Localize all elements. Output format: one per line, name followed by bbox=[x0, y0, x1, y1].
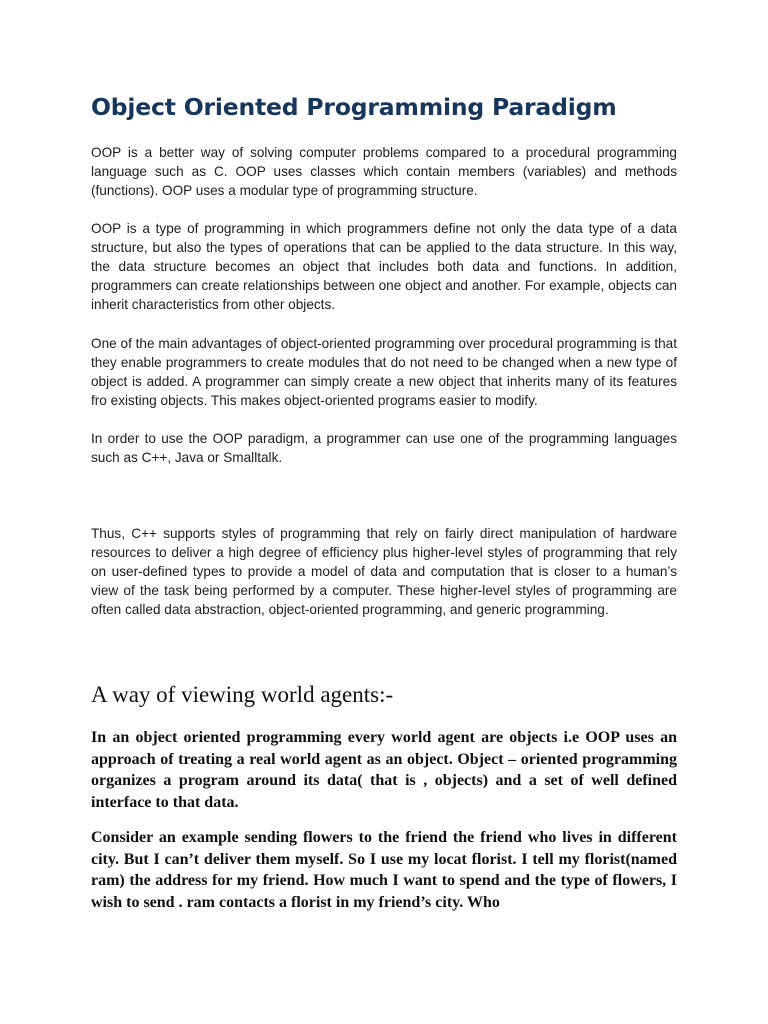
paragraph-oop-advantages: One of the main advantages of object-oriented programming over procedural programming is that they enable programmers to create modules that do not need to be changed when a new type of object is added. A programmer can simply create a new object that inherits many of its features fro existing objects. This makes object-oriented programs easier to modify. bbox=[91, 336, 677, 408]
document-title: Object Oriented Programming Paradigm bbox=[91, 93, 617, 121]
paragraph-world-agents: In an object oriented programming every world agent are objects i.e OOP uses an approach of treating a real world agent as an object. Object – oriented programming organizes a program around its data( that is , objects) and a set of well defined interface to that data. bbox=[91, 729, 677, 811]
paragraph-oop-intro: OOP is a better way of solving computer problems compared to a procedural programming language such as C. OOP uses classes which contain members (variables) and methods (functions). OOP uses a modular type of programming structure. bbox=[91, 145, 677, 198]
paragraph-flowers-example: Consider an example sending flowers to the friend the friend who lives in different city. But I can’t deliver them myself. So I use my locat florist. I tell my florist(named ram) the address for my friend. How much I want to spend and the type of flowers, I wish to send . ram contacts a florist in my friend’s city. Who bbox=[91, 829, 677, 911]
paragraph-oop-definition: OOP is a type of programming in which programmers define not only the data type of a data structure, but also the types of operations that can be applied to the data structure. In this way, the data structure becomes an object that includes both data and functions. In addition, programmers can create relationships between one object and another. For example, objects can inherit characteristics from other objects. bbox=[91, 221, 677, 312]
section-heading-world-agents: A way of viewing world agents:- bbox=[91, 682, 394, 707]
paragraph-oop-languages: In order to use the OOP paradigm, a programmer can use one of the programming languages such as C++, Java or Smalltalk. bbox=[91, 431, 677, 465]
paragraph-cpp-styles: Thus, C++ supports styles of programming that rely on fairly direct manipulation of hardware resources to deliver a high degree of efficiency plus higher-level styles of programming that rely on user-defined types to provide a model of data and computation that is closer to a human’s view of the task being performed by a computer. These higher-level styles of programming are often called data abstraction, object-oriented programming, and generic programming. bbox=[91, 526, 677, 617]
